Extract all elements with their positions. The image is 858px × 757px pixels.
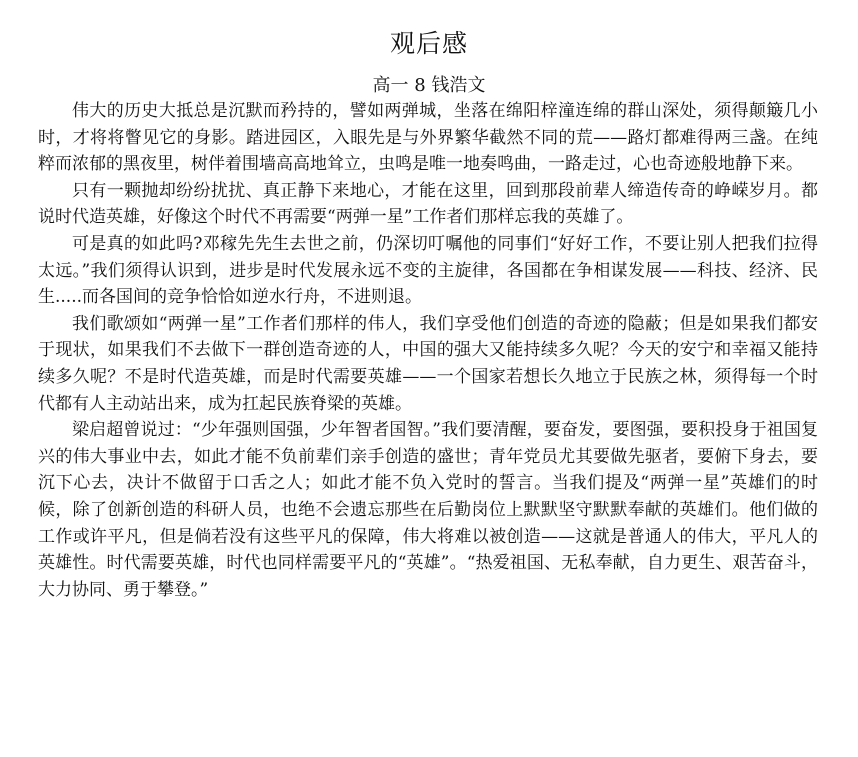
paragraph: 只有一颗抛却纷纷扰扰、真正静下来地心，才能在这里，回到那段前辈人缔造传奇的峥嵘岁月。都说时代造英雄，好像这个时代不再需要“两弹一星”工作者们那样忘我的英雄了。 xyxy=(38,180,818,228)
paragraph: 可是真的如此吗?邓稼先先生去世之前，仍深切叮嘱他的同事们“好好工作，不要让别人把我们拉得太远。”我们须得认识到，进步是时代发展永远不变的主旋律，各国都在争相谋发展——科技、经济、民生.....而各国间的竞争恰恰如逆水行舟，不进则退。 xyxy=(38,233,818,308)
paragraph: 伟大的历史大抵总是沉默而矜持的，譬如两弹城，坐落在绵阳梓潼连绵的群山深处，须得颠簸几小时，才将将瞥见它的身影。踏进园区，入眼先是与外界繁华截然不同的荒——路灯都难得两三盏。在纯粹而浓郁的黑夜里，树伴着围墙高高地耸立，虫鸣是唯一地奏鸣曲，一路走过，心也奇迹般地静下来。 xyxy=(38,101,818,175)
essay-body xyxy=(38,98,818,603)
document-title: 观后感 xyxy=(389,29,468,58)
paragraph: 梁启超曾说过：“少年强则国强，少年智者国智。”我们要清醒，要奋发，要图强，要积投身于祖国复兴的伟大事业中去，如此才能不负前辈们亲手创造的盛世；青年党员尤其要做先驱者，要俯下身去，要沉下心去，决计不做留于口舌之人；如此才能不负入党时的誓言。当我们提及“两弹一星”英雄们的时候，除了创新创造的科研人员，也绝不会遗忘那些在后勤岗位上默默坚守默默奉献的英雄们。他们做的工作或许平凡，但是倘若没有这些平凡的保障，伟大将难以被创造——这就是普通人的伟大，平凡人的英雄性。时代需要英雄，时代也同样需要平凡的“英雄”。“热爱祖国、无私奉献，自力更生、艰苦奋斗，大力协同、勇于攀登。” xyxy=(38,420,818,600)
author-line: 高一 8 钱浩文 xyxy=(372,75,486,96)
paragraph: 我们歌颂如“两弹一星”工作者们那样的伟人，我们享受他们创造的奇迹的隐蔽；但是如果我们都安于现状，如果我们不去做下一群创造奇迹的人，中国的强大又能持续多久呢？今天的安宁和幸福又能持续多久呢？不是时代造英雄，而是时代需要英雄——一个国家若想长久地立于民族之林，须得每一个时代都有人主动站出来，成为扛起民族脊梁的英雄。 xyxy=(38,313,818,414)
